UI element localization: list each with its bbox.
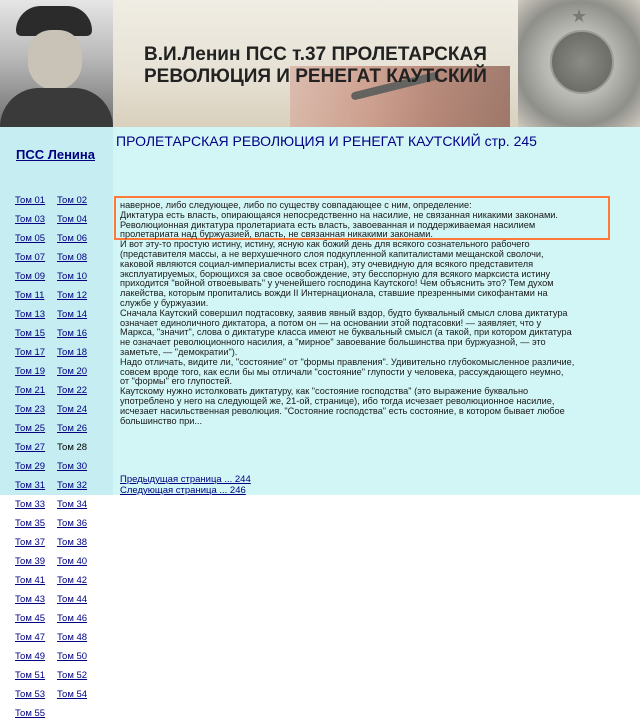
header-banner	[0, 0, 640, 127]
volume-link[interactable]: Том 38	[57, 537, 88, 548]
volume-link[interactable]: Том 05	[15, 233, 46, 244]
volume-link[interactable]: Том 48	[57, 632, 88, 643]
volume-link[interactable]: Том 16	[57, 328, 88, 339]
volume-link[interactable]: Том 12	[57, 290, 88, 301]
volume-link[interactable]: Том 21	[15, 385, 46, 396]
volume-link[interactable]: Том 30	[57, 461, 88, 472]
volume-link[interactable]: Том 40	[57, 556, 88, 567]
volume-link[interactable]: Том 19	[15, 366, 46, 377]
volume-link[interactable]: Том 51	[15, 670, 46, 681]
lenin-portrait-image	[0, 0, 113, 127]
volume-link[interactable]: Том 17	[15, 347, 46, 358]
volume-link[interactable]: Том 22	[57, 385, 88, 396]
volume-link[interactable]: Том 55	[15, 708, 46, 719]
volume-link[interactable]: Том 24	[57, 404, 88, 415]
volume-link[interactable]: Том 08	[57, 252, 88, 263]
volume-link[interactable]: Том 36	[57, 518, 88, 529]
volume-link[interactable]: Том 15	[15, 328, 46, 339]
page-heading: ПРОЛЕТАРСКАЯ РЕВОЛЮЦИЯ И РЕНЕГАТ КАУТСКИЙ стр. 245	[116, 133, 537, 149]
volume-link[interactable]: Том 01	[15, 195, 46, 206]
volume-link[interactable]: Том 35	[15, 518, 46, 529]
page-navigation	[120, 474, 251, 496]
volume-link[interactable]: Том 10	[57, 271, 88, 282]
volume-link[interactable]: Том 45	[15, 613, 46, 624]
volume-link[interactable]: Том 32	[57, 480, 88, 491]
volume-link[interactable]: Том 43	[15, 594, 46, 605]
volume-link[interactable]: Том 44	[57, 594, 88, 605]
volume-link[interactable]: Том 20	[57, 366, 88, 377]
volume-link[interactable]: Том 49	[15, 651, 46, 662]
volume-link[interactable]: Том 25	[15, 423, 46, 434]
volume-link[interactable]: Том 33	[15, 499, 46, 510]
volume-link[interactable]: Том 13	[15, 309, 46, 320]
volume-link[interactable]: Том 27	[15, 442, 46, 453]
volume-link[interactable]: Том 37	[15, 537, 46, 548]
volume-link[interactable]: Том 52	[57, 670, 88, 681]
volume-link[interactable]: Том 07	[15, 252, 46, 263]
article-text: наверное, либо следующее, либо по существу совпадающее с ним, определение: Диктатура есть власть, опирающаяся непосредственно на насилие, не связанная никакими законами. Революционная диктатура пролетариата есть власть, завоеванная и поддерживаемая насилием пролетариата над буржуазией, власть, не связанная никакими законами. И вот эту-то простую истину, истину, ясную как божий день для всякого сознательного рабочего (представителя массы, а не верхушечного слоя подкупленной капиталистами мещанской сволочи, каковой являются социал-империалисты всех стран), эту очевидную для всякого представителя эксплуатируемых, борющихся за свое освобождение, эту бесспорную для всякого марксиста истину приходится "войной отвоевывать" у ученейшего господина Каутского! Чем объяснить это? Тем духом лакейства, которым пропитались вожди II Интернационала, ставшие презренными сикофантами на службе у буржуазии. Сначала Каутский совершил подтасовку, заявив явный вздор, будто буквальный смысл слова диктатура означает единоличного диктатора, а потом он — на основании этой подтасовки! — заявляет, что у Маркса, "значит", слова о диктатуре класса имеют не буквальный смысл (а такой, при котором диктатура не означает революционного насилия, а "мирное" завоевание большинства при буржуазной, — это заметьте, — "демократии"). Надо отличать, видите ли, "состояние" от "формы правления". Удивительно глубокомысленное различие, совсем вроде того, как если бы мы отличали "состояние" глупости у человека, рассуждающего неумно, от "формы" его глупостей. Каутскому нужно истолковать диктатуру, как "состояние господства" (это выражение буквально употреблено у него на следующей же, 21-ой, странице), ибо тогда исчезает революционное насилие, исчезает насильственная революция. "Состояние господства" есть состояние, в котором бывает любое большинство при...	[120, 200, 575, 426]
volume-link[interactable]: Том 04	[57, 214, 88, 225]
volume-link: Том 28	[57, 442, 88, 453]
volume-link[interactable]: Том 41	[15, 575, 46, 586]
volume-link[interactable]: Том 11	[15, 290, 45, 301]
volume-link[interactable]: Том 02	[57, 195, 88, 206]
volume-link[interactable]: Том 14	[57, 309, 88, 320]
site-title	[144, 44, 487, 88]
volume-list	[15, 188, 105, 720]
volume-link[interactable]: Том 42	[57, 575, 88, 586]
volume-link[interactable]: Том 18	[57, 347, 88, 358]
site-title-line1: В.И.Ленин ПСС т.37 ПРОЛЕТАРСКАЯ	[144, 44, 487, 65]
volume-link[interactable]: Том 54	[57, 689, 88, 700]
volume-link[interactable]: Том 34	[57, 499, 88, 510]
prev-page-link[interactable]: Предыдущая страница ... 244	[120, 474, 251, 485]
volume-link[interactable]: Том 03	[15, 214, 46, 225]
volume-link[interactable]: Том 29	[15, 461, 46, 472]
volume-link[interactable]: Том 47	[15, 632, 46, 643]
site-title-line2: РЕВОЛЮЦИЯ И РЕНЕГАТ КАУТСКИЙ	[144, 66, 487, 87]
pss-lenin-link[interactable]: ПСС Ленина	[16, 147, 96, 162]
volume-link[interactable]: Том 46	[57, 613, 88, 624]
volume-link[interactable]: Том 31	[15, 480, 46, 491]
volume-link[interactable]: Том 26	[57, 423, 88, 434]
sidebar	[0, 127, 113, 719]
ussr-emblem-image: ★	[518, 0, 640, 127]
volume-link[interactable]: Том 09	[15, 271, 46, 282]
next-page-link[interactable]: Следующая страница ... 246	[120, 485, 246, 496]
volume-link[interactable]: Том 23	[15, 404, 46, 415]
volume-link[interactable]: Том 53	[15, 689, 46, 700]
volume-link[interactable]: Том 06	[57, 233, 88, 244]
volume-link[interactable]: Том 50	[57, 651, 88, 662]
volume-link[interactable]: Том 39	[15, 556, 46, 567]
